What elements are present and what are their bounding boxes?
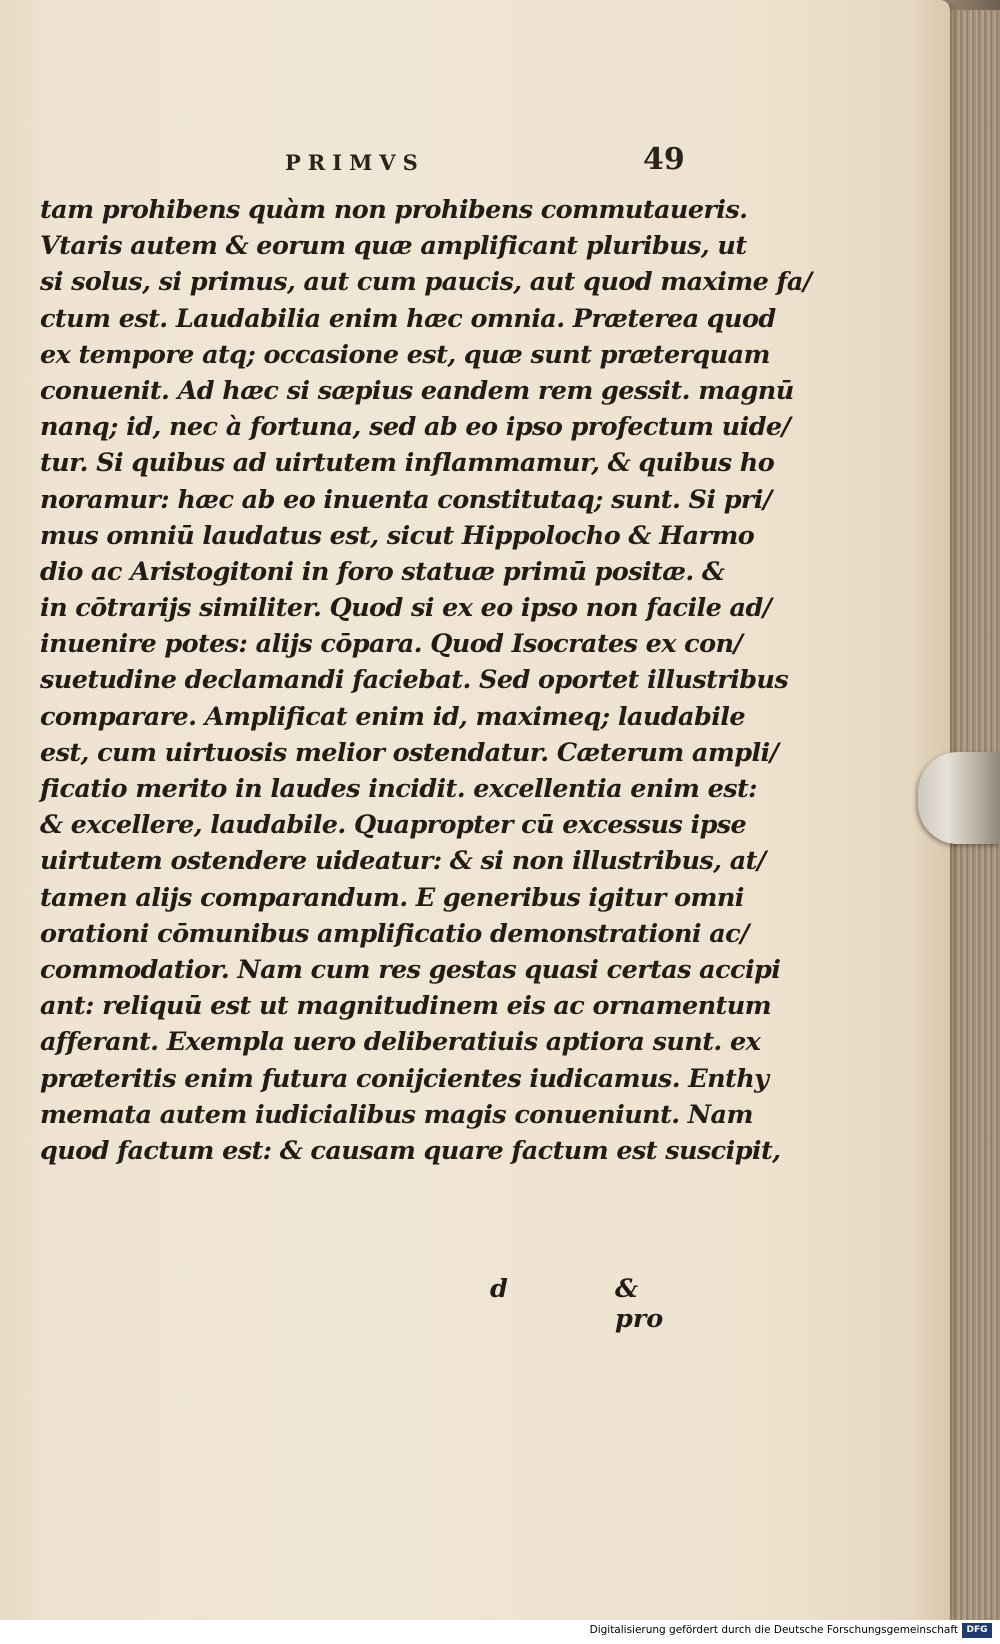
text-line: mus omniū laudatus est, sicut Hippolocho & Harmo	[40, 520, 755, 551]
text-line: nanq; id, nec à fortuna, sed ab eo ipso profectum uide/	[40, 412, 791, 443]
text-line: dio ac Aristogitoni in foro statuæ primū positæ. &	[40, 556, 725, 587]
running-head: PRIMVS	[285, 150, 425, 175]
text-line: Vtaris autem & eorum quæ amplificant pluribus, ut	[40, 231, 747, 262]
text-line: afferant. Exempla uero deliberatiuis aptiora sunt. ex	[40, 1027, 761, 1058]
text-line: memata autem iudicialibus magis conueniunt. Nam	[40, 1099, 753, 1130]
body-text	[40, 192, 812, 1169]
text-line: orationi cōmunibus amplificatio demonstrationi ac/	[40, 918, 749, 949]
text-line: ficatio merito in laudes incidit. excellentia enim est:	[40, 774, 757, 804]
catchword: & pro	[615, 1274, 664, 1334]
text-line: conuenit. Ad hæc si sæpius eandem rem gessit. magnū	[40, 375, 794, 406]
page-number: 49	[643, 142, 685, 177]
text-line: tam prohibens quàm non prohibens commutaueris.	[40, 195, 748, 225]
text-line: ex tempore atq; occasione est, quæ sunt præterquam	[40, 339, 770, 370]
text-line: noramur: hæc ab eo inuenta constitutaq; sunt. Si pri/	[40, 484, 772, 515]
bookmark-clip	[918, 752, 1000, 844]
text-line: inuenire potes: alijs cōpara. Quod Isocrates ex con/	[40, 629, 743, 660]
text-line: præteritis enim futura conijcientes iudicamus. Enthy	[40, 1063, 769, 1094]
text-line: & excellere, laudabile. Quapropter cū excessus ipse	[40, 810, 747, 841]
page-bottom-marks	[40, 1274, 695, 1334]
text-line: est, cum uirtuosis melior ostendatur. Cæterum ampli/	[40, 737, 779, 768]
text-line: ant: reliquū est ut magnitudinem eis ac ornamentum	[40, 991, 772, 1022]
text-line: commodatior. Nam cum res gestas quasi certas accipi	[40, 954, 781, 985]
text-line: in cōtrarijs similiter. Quod si ex eo ipso non facile ad/	[40, 593, 772, 624]
text-line: suetudine declamandi faciebat. Sed oportet illustribus	[40, 665, 789, 696]
text-line: si solus, si primus, aut cum paucis, aut quod maxime fa/	[40, 267, 812, 298]
text-line: quod factum est: & causam quare factum est suscipit,	[40, 1135, 781, 1166]
digitization-footer	[0, 1620, 1000, 1644]
signature-mark: d	[490, 1274, 508, 1304]
text-line: ctum est. Laudabilia enim hæc omnia. Præterea quod	[40, 303, 776, 334]
funding-credit: Digitalisierung gefördert durch die Deutsche Forschungsgemeinschaft	[589, 1624, 958, 1636]
text-line: uirtutem ostendere uideatur: & si non illustribus, at/	[40, 846, 766, 877]
dfg-logo-icon: DFG	[962, 1623, 992, 1638]
text-line: comparare. Amplificat enim id, maximeq; laudabile	[40, 701, 746, 732]
text-line: tamen alijs comparandum. E generibus igitur omni	[40, 882, 744, 913]
text-line: tur. Si quibus ad uirtutem inflammamur, & quibus ho	[40, 448, 775, 479]
